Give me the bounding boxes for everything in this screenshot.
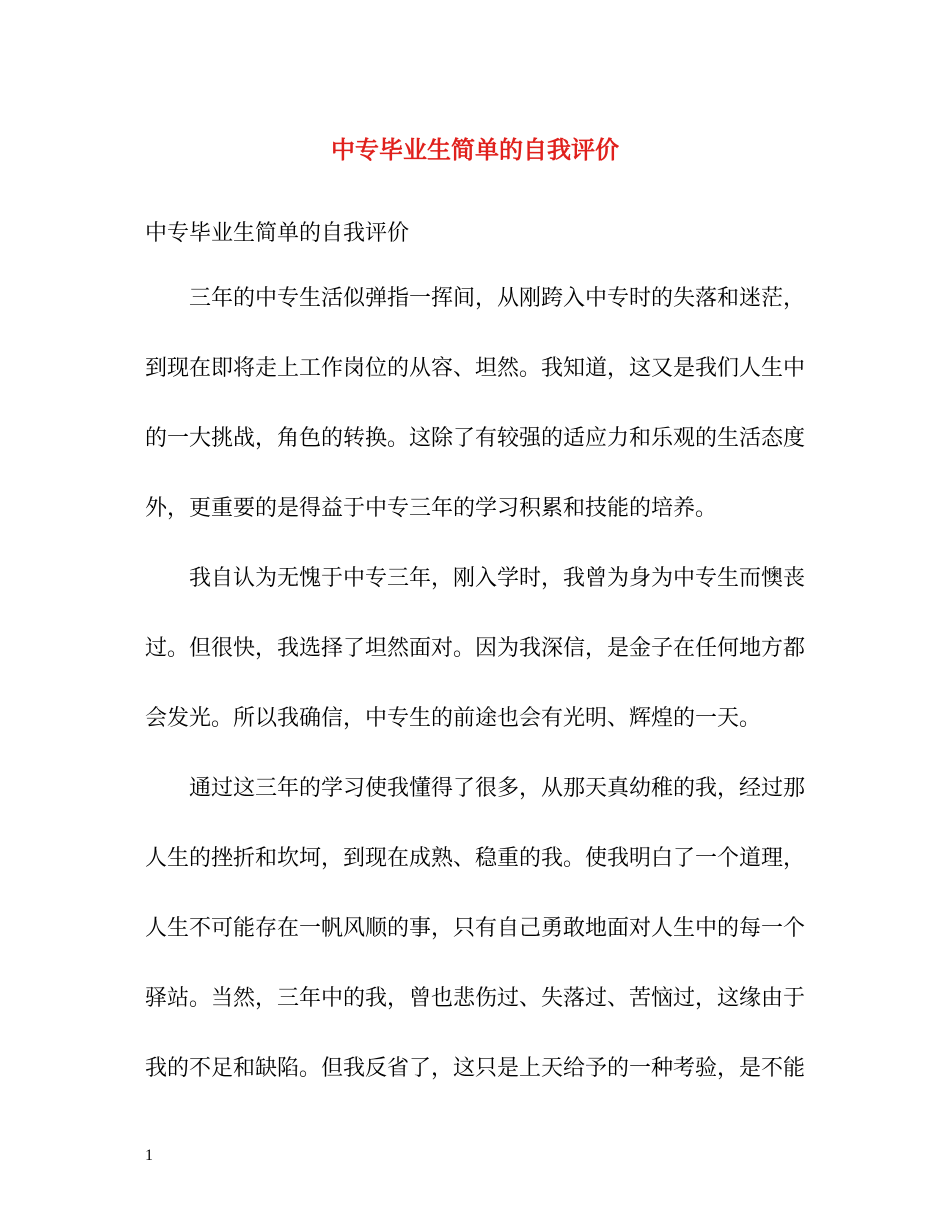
paragraph-1-line-2: 到现在即将走上工作岗位的从容、坦然。我知道，这又是我们人生中 [145, 356, 806, 381]
paragraph-3-line-5: 我的不足和缺陷。但我反省了，这只是上天给予的一种考验，是不能 [145, 1056, 806, 1081]
paragraph-3-line-3: 人生不可能存在一帆风顺的事，只有自己勇敢地面对人生中的每一个 [145, 916, 806, 941]
page-number: 1 [145, 1147, 153, 1164]
document-subtitle: 中专毕业生简单的自我评价 [145, 221, 410, 246]
document-title: 中专毕业生简单的自我评价 [331, 135, 619, 164]
paragraph-1-line-4: 外，更重要的是得益于中专三年的学习积累和技能的培养。 [145, 496, 718, 521]
paragraph-2-line-3: 会发光。所以我确信，中专生的前途也会有光明、辉煌的一天。 [145, 706, 762, 731]
paragraph-1-line-1: 三年的中专生活似弹指一挥间，从刚跨入中专时的失落和迷茫， [189, 286, 806, 311]
paragraph-1-line-3: 的一大挑战，角色的转换。这除了有较强的适应力和乐观的生活态度 [145, 426, 806, 451]
paragraph-2-line-2: 过。但很快，我选择了坦然面对。因为我深信，是金子在任何地方都 [145, 636, 806, 661]
paragraph-3-line-1: 通过这三年的学习使我懂得了很多，从那天真幼稚的我，经过那 [189, 776, 806, 801]
paragraph-3-line-2: 人生的挫折和坎坷，到现在成熟、稳重的我。使我明白了一个道理， [145, 846, 806, 871]
paragraph-2-line-1: 我自认为无愧于中专三年，刚入学时，我曾为身为中专生而懊丧 [189, 566, 806, 591]
paragraph-3-line-4: 驿站。当然，三年中的我，曾也悲伤过、失落过、苦恼过，这缘由于 [145, 986, 806, 1011]
